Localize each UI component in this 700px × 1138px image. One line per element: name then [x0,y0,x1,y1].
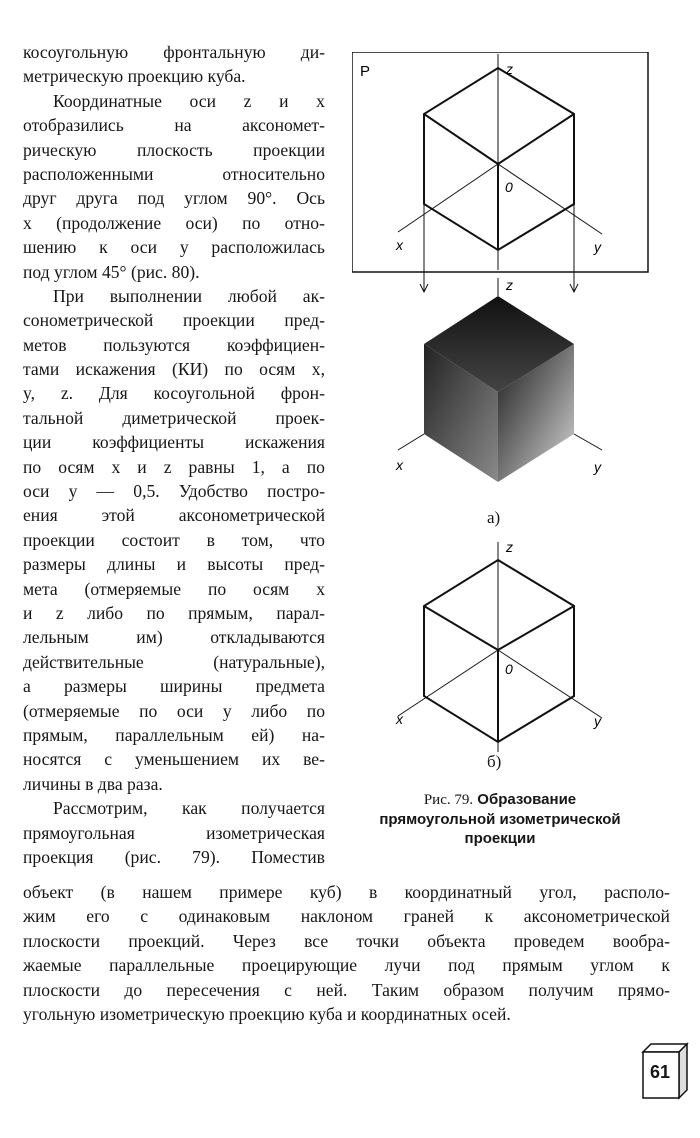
text-line: плоскости до пересечения с ней. Таким образом получим прямо- [23,979,670,1000]
figure-drawing [352,52,652,792]
text-line: прямоугольная изометрическая [23,822,325,843]
text-line: под углом 45° (рис. 80). [23,261,200,282]
text-line: метов пользуются коэффициен- [23,334,325,355]
caption-line-3: проекции [464,830,536,847]
text-full-width [23,880,670,1026]
sub-figure-label-b: б) [487,752,502,771]
axis-z-label-mid: z [506,277,513,293]
text-line: прямым, параллельным ей) на- [23,724,325,745]
text-line: угольную изометрическую проекцию куба и координатных осей. [23,1003,511,1024]
axis-y-label-bottom: y [594,713,601,729]
origin-label-top: 0 [505,179,513,195]
text-line: действительные (натуральные), [23,651,325,672]
caption-line-2: прямоугольной изометрической [379,811,621,828]
text-line: Рассмотрим, как получается [53,798,325,819]
plane-label: P [360,63,371,80]
text-line: шению к оси y расположилась [23,237,325,258]
axis-y-label-top: y [594,239,601,255]
figure-79 [352,52,652,852]
origin-label-bottom: 0 [505,661,513,677]
text-line: тами искажения (КИ) по осям x, [23,359,325,380]
text-line: жим его с одинаковым наклоном граней к аксонометрической [23,906,670,927]
figure-caption [350,790,650,848]
text-line: проекция (рис. 79). Поместив [23,846,325,867]
text-line: носятся с уменьшением их ве- [23,749,325,770]
text-column [23,40,325,869]
text-line: сонометрической проекции пред- [23,310,325,331]
axis-x-label-mid: x [396,457,403,473]
axis-x-label-top: x [396,237,403,253]
text-line: ения этой аксонометрической [23,505,325,526]
text-line: проекции состоит в том, что [23,529,325,550]
axis-y-label-mid: y [594,459,601,475]
text-line: личины в два раза. [23,773,163,794]
text-line: и z либо по прямым, парал- [23,602,325,623]
text-line: друг друга под углом 90°. Ось [23,188,325,209]
text-line: x (продолжение оси) по отно- [23,212,325,233]
text-line: ции коэффициенты искажения [23,432,325,453]
text-line: расположенными относительно [23,163,325,184]
page-number: 61 [649,1062,671,1082]
text-line: y, z. Для косоугольной фрон- [23,383,325,404]
text-line: жаемые параллельные проецирующие лучи под прямым углом к [23,955,670,976]
caption-number: Рис. 79. [423,792,474,808]
text-line: Координатные оси z и x [53,90,325,111]
axis-z-label-bottom: z [506,539,513,555]
text-line: объект (в нашем примере куб) в координатный угол, располо- [23,882,670,902]
text-line: размеры длины и высоты пред- [23,554,325,575]
sub-figure-label-a: а) [487,508,501,527]
text-line: метрическую проекцию куба. [23,66,246,87]
page-number-box [641,1040,689,1100]
text-line: плоскости проекций. Через все точки объекта проведем вообра- [23,930,670,951]
text-line: (отмеряемые по оси y либо по [23,700,325,721]
text-line: При выполнении любой ак- [53,285,325,306]
axes-bottom [398,542,602,752]
text-line: тальной диметрической проек- [23,407,325,428]
text-line: рическую плоскость проекции [23,139,325,160]
text-line: лельным им) откладываются [23,627,325,648]
text-line: по осям x и z равны 1, а по [23,456,325,477]
projected-cube-top [424,68,574,250]
shaded-cube [424,296,574,482]
axis-z-label-top: z [506,61,513,77]
text-line: косоугольную фронтальную ди- [23,42,325,62]
text-line: а размеры ширины предмета [23,676,325,697]
text-line: оси y — 0,5. Удобство постро- [23,481,325,502]
axis-x-label-bottom: x [396,711,403,727]
text-line: мета (отмеряемые по осям x [23,578,325,599]
caption-line-1: Образование [477,791,577,808]
text-line: отобразились на аксономет- [23,115,325,136]
